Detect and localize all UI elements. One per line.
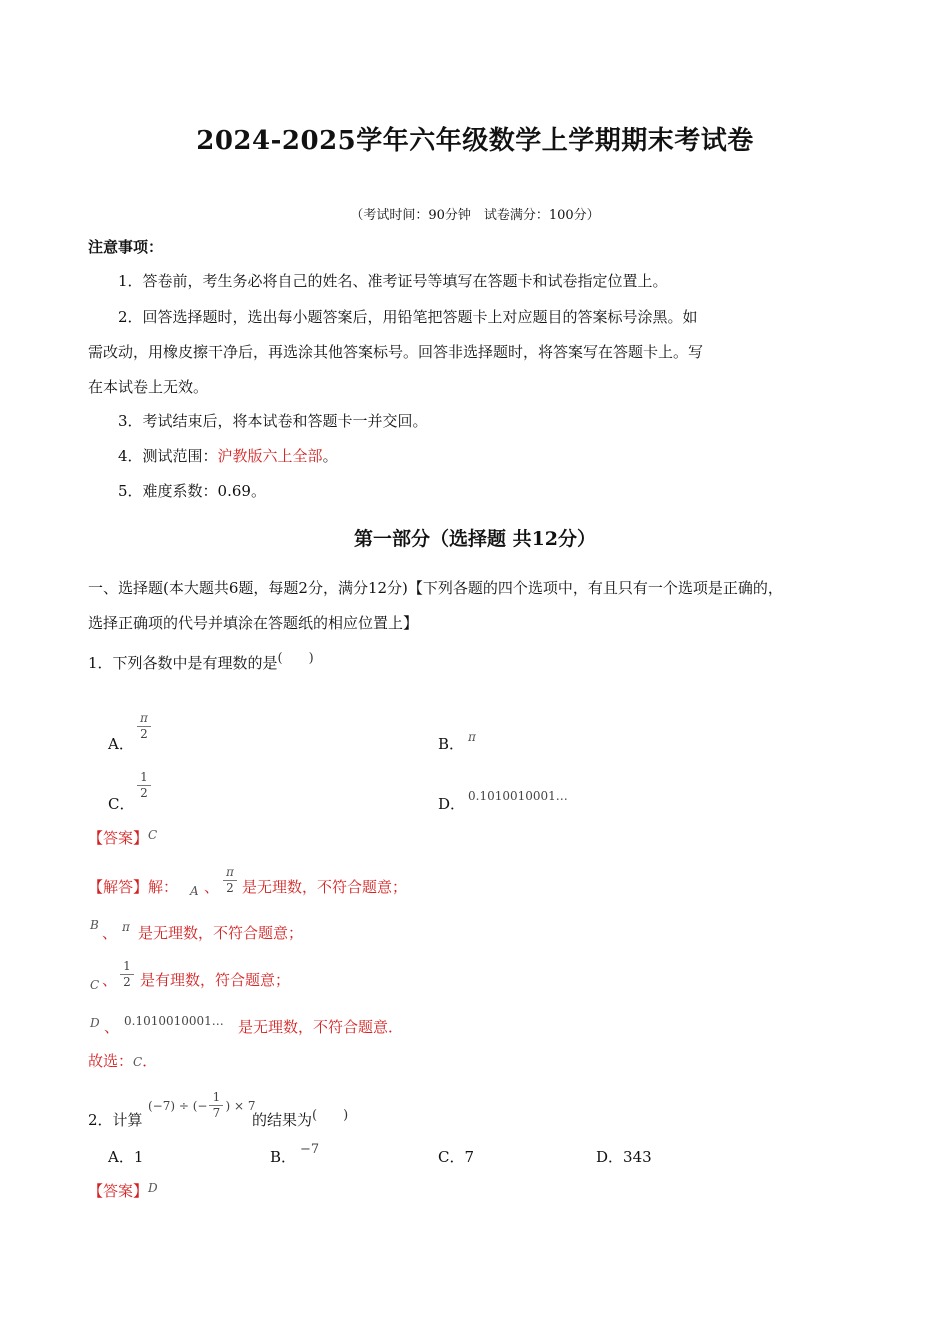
analysis-d-letter: D [90, 1016, 100, 1030]
analysis-d-text: 是无理数，不符合题意． [238, 1018, 404, 1036]
q2-option-b-value: −7 [300, 1142, 320, 1157]
analysis-b-text: 是无理数，不符合题意； [138, 924, 304, 942]
question-2-text: 的结果为 [252, 1111, 313, 1129]
question-2-prefix: 2．计算 [88, 1111, 143, 1129]
page-title: 2024-2025学年六年级数学上学期期末考试卷 [196, 126, 754, 156]
q2-answer [88, 1180, 158, 1201]
test-scope: 沪教版六上全部 [217, 447, 323, 465]
q1-option-d-value: 0.1010010001… [468, 789, 568, 803]
fraction-denominator: 2 [123, 975, 131, 989]
conclusion-suffix: ． [142, 1052, 158, 1070]
notice-item-4-prefix: 4．测试范围： [118, 447, 218, 465]
q2-option-d: D．343 [596, 1148, 652, 1166]
answer-tag: 【答案】 [88, 1182, 149, 1200]
answer-value: C [148, 828, 158, 842]
q2-option-a: A．1 [108, 1148, 144, 1166]
question-1-text: 1．下列各数中是有理数的是 [88, 654, 278, 672]
section-intro-line-1: 一、选择题(本大题共6题，每题2分，满分12分)【下列各题的四个选项中，有且只有一个选项是正确的， [88, 579, 783, 597]
analysis-c-letter: C [90, 978, 100, 992]
fraction-numerator: π [140, 711, 148, 725]
question-2-suffix [252, 1109, 348, 1130]
analysis-b-letter: B [90, 918, 99, 932]
q1-option-a-label: A． [108, 735, 134, 753]
analysis-a-text: 是无理数，不符合题意； [242, 878, 408, 896]
expression-left: (−7) ÷ (− [148, 1098, 208, 1113]
analysis-c-value [120, 955, 134, 989]
answer-blank: ( ) [277, 651, 314, 666]
analysis-a-letter: A [190, 884, 199, 898]
notice-item-4 [118, 445, 338, 466]
q1-conclusion [88, 1050, 157, 1071]
analysis-c-text: 是有理数，符合题意； [140, 971, 291, 989]
expression-right: ) × 7 [225, 1098, 256, 1113]
analysis-intro: 解： [148, 878, 179, 896]
notice-item-2-line-2: 需改动，用橡皮擦干净后，再选涂其他答案标号。回答非选择题时，将答案写在答题卡上。写 [88, 343, 704, 361]
answer-blank: ( ) [312, 1108, 349, 1123]
fraction-denominator: 7 [212, 1106, 221, 1120]
q2-option-b-label: B． [270, 1148, 297, 1166]
fraction-numerator: π [226, 865, 234, 879]
fraction-numerator: 1 [140, 770, 148, 784]
notice-item-3: 3．考试结束后，将本试卷和答题卡一并交回。 [118, 412, 428, 430]
analysis-a-value [223, 861, 237, 895]
analysis-c-separator: 、 [102, 971, 118, 989]
q1-option-c-label: C． [108, 795, 135, 813]
exam-info: （考试时间：90分钟 试卷满分：100分） [350, 208, 600, 223]
notice-item-5: 5．难度系数：0.69。 [118, 482, 266, 500]
q1-answer [88, 827, 157, 848]
fraction-numerator: 1 [123, 959, 131, 973]
q1-option-d-label: D． [438, 795, 466, 813]
fraction-denominator: 2 [226, 881, 234, 895]
fraction-denominator: 2 [140, 727, 148, 741]
question-2-expression [148, 1091, 255, 1120]
section-title: 第一部分（选择题 共12分） [353, 528, 597, 550]
q2-option-c: C．7 [438, 1148, 475, 1166]
q1-analysis-intro [88, 876, 178, 897]
conclusion-prefix: 故选： [88, 1052, 134, 1070]
conclusion-value: C [133, 1055, 143, 1069]
q1-option-c-value [137, 766, 151, 800]
notice-item-2-line-3: 在本试卷上无效。 [88, 378, 209, 396]
q1-option-b-value: π [468, 730, 476, 744]
notice-item-1: 1．答卷前，考生务必将自己的姓名、准考证号等填写在答题卡和试卷指定位置上。 [118, 272, 668, 290]
answer-value: D [148, 1181, 158, 1195]
fraction-numerator: 1 [212, 1090, 221, 1104]
answer-tag: 【答案】 [88, 829, 149, 847]
question-1-stem [88, 652, 314, 673]
analysis-b-separator: 、 [102, 924, 118, 942]
q1-option-b-label: B． [438, 735, 465, 753]
section-intro-line-2: 选择正确项的代号并填涂在答题纸的相应位置上】 [88, 614, 419, 632]
notice-item-2-line-1: 2．回答选择题时，选出每小题答案后，用铅笔把答题卡上对应题目的答案标号涂黑。如 [118, 308, 698, 326]
notice-item-4-suffix: 。 [322, 447, 338, 465]
fraction-denominator: 2 [140, 786, 148, 800]
analysis-tag: 【解答】 [88, 878, 149, 896]
analysis-d-value: 0.1010010001… [124, 1014, 224, 1028]
analysis-d-separator: 、 [104, 1018, 120, 1036]
notice-heading: 注意事项： [88, 238, 164, 256]
analysis-a-separator: 、 [204, 878, 220, 896]
analysis-b-value: π [122, 920, 130, 934]
q1-option-a-value [137, 707, 151, 741]
